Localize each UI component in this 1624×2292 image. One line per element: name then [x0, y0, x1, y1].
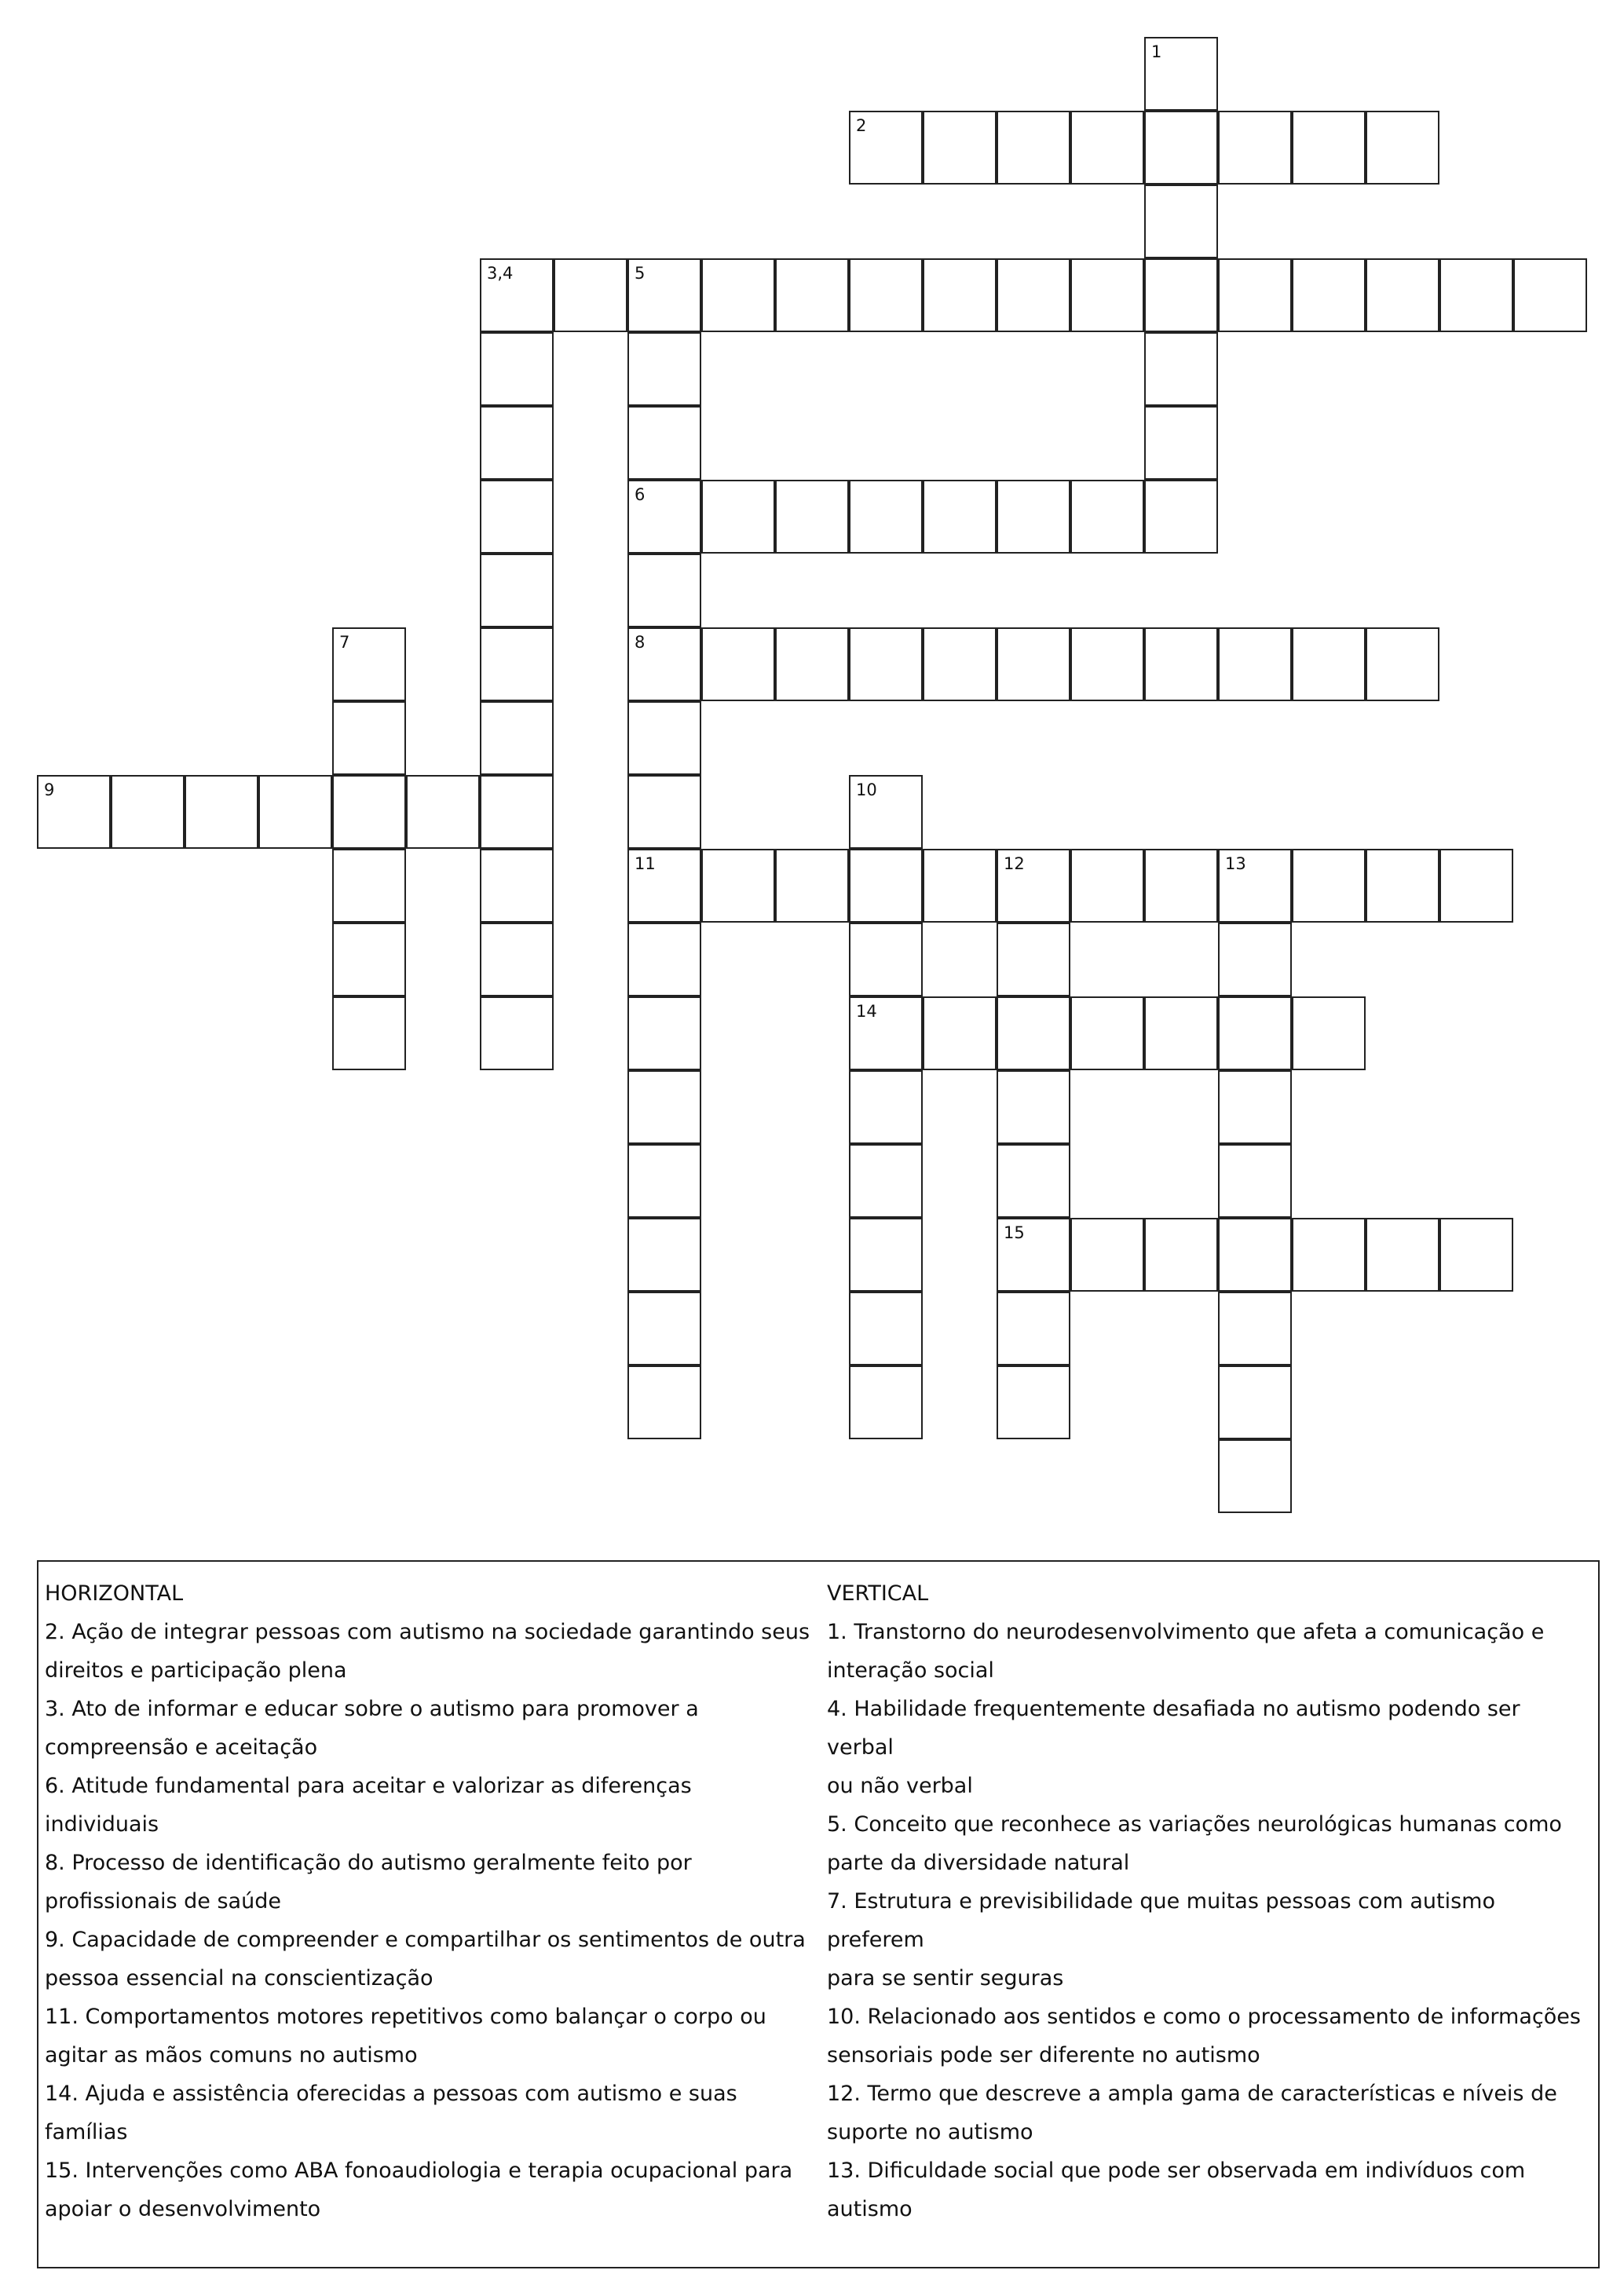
- grid-cell[interactable]: [258, 775, 332, 849]
- grid-cell[interactable]: [406, 775, 480, 849]
- grid-cell[interactable]: [480, 406, 554, 480]
- clue-number: 12: [1004, 854, 1025, 873]
- grid-cell[interactable]: [1439, 258, 1513, 332]
- grid-cell[interactable]: [627, 258, 701, 332]
- grid-cell[interactable]: [1218, 1439, 1292, 1513]
- grid-cell[interactable]: [1218, 1365, 1292, 1439]
- grid-cell[interactable]: [1218, 258, 1292, 332]
- grid-cell[interactable]: [1218, 111, 1292, 185]
- clue-line: 2. Ação de integrar pessoas com autismo na sociedade garantindo seus: [45, 1620, 810, 1644]
- grid-cell[interactable]: [849, 111, 923, 185]
- grid-cell[interactable]: [480, 554, 554, 627]
- grid-cell[interactable]: [480, 775, 554, 849]
- grid-cell[interactable]: [627, 554, 701, 627]
- grid-cell[interactable]: [1513, 258, 1587, 332]
- clue-line: 3. Ato de informar e educar sobre o autismo para promover a: [45, 1697, 699, 1721]
- clue-number: 10: [856, 780, 877, 799]
- grid-cell[interactable]: [701, 849, 775, 923]
- grid-cell[interactable]: [332, 996, 406, 1070]
- grid-cell[interactable]: [849, 627, 923, 701]
- grid-cell[interactable]: [1144, 1218, 1218, 1292]
- grid-cell[interactable]: [37, 775, 111, 849]
- clue-number: 15: [1004, 1223, 1025, 1242]
- grid-cell[interactable]: [332, 849, 406, 923]
- grid-cell[interactable]: [1144, 480, 1218, 554]
- grid-cell[interactable]: [1218, 1292, 1292, 1365]
- clue-line: 9. Capacidade de compreender e compartilhar os sentimentos de outra: [45, 1928, 806, 1952]
- clue-line: 7. Estrutura e previsibilidade que muitas pessoas com autismo preferem: [827, 1889, 1495, 1952]
- grid-cell[interactable]: [627, 1144, 701, 1218]
- grid-cell[interactable]: [1439, 849, 1513, 923]
- grid-cell[interactable]: [849, 849, 923, 923]
- grid-cell[interactable]: [627, 332, 701, 406]
- clue-number: 7: [339, 633, 350, 652]
- clue-line: suporte no autismo: [827, 2120, 1033, 2144]
- grid-cell[interactable]: [1366, 627, 1439, 701]
- clue-line: individuais: [45, 1812, 159, 1837]
- vertical-clues: [827, 1574, 1593, 2228]
- grid-cell[interactable]: [1366, 258, 1439, 332]
- grid-cell[interactable]: [554, 258, 627, 332]
- clue-line: 11. Comportamentos motores repetitivos como balançar o corpo ou: [45, 2005, 766, 2029]
- clue-line: apoiar o desenvolvimento: [45, 2197, 321, 2221]
- grid-cell[interactable]: [997, 1365, 1070, 1439]
- grid-cell[interactable]: [1218, 849, 1292, 923]
- grid-cell[interactable]: [111, 775, 185, 849]
- grid-cell[interactable]: [1070, 996, 1144, 1070]
- clue-number: 11: [635, 854, 656, 873]
- grid-cell[interactable]: [849, 996, 923, 1070]
- clue-number: 1: [1151, 42, 1162, 61]
- grid-cell[interactable]: [627, 1292, 701, 1365]
- grid-cell[interactable]: [775, 627, 849, 701]
- clue-line: ou não verbal: [827, 1774, 973, 1798]
- grid-cell[interactable]: [701, 627, 775, 701]
- grid-cell[interactable]: [627, 775, 701, 849]
- grid-cell[interactable]: [1070, 1218, 1144, 1292]
- grid-cell[interactable]: [627, 406, 701, 480]
- grid-cell[interactable]: [775, 480, 849, 554]
- grid-cell[interactable]: [480, 258, 554, 332]
- grid-cell[interactable]: [849, 1144, 923, 1218]
- grid-cell[interactable]: [627, 923, 701, 996]
- clue-line: pessoa essencial na conscientização: [45, 1966, 433, 1990]
- clue-line: sensoriais pode ser diferente no autismo: [827, 2043, 1260, 2067]
- clue-line: 5. Conceito que reconhece as variações neurológicas humanas como: [827, 1812, 1562, 1837]
- grid-cell[interactable]: [775, 258, 849, 332]
- grid-cell[interactable]: [1292, 1218, 1366, 1292]
- grid-cell[interactable]: [1144, 627, 1218, 701]
- grid-cell[interactable]: [1070, 111, 1144, 185]
- grid-cell[interactable]: [1070, 258, 1144, 332]
- grid-cell[interactable]: [1144, 332, 1218, 406]
- clue-line: compreensão e aceitação: [45, 1735, 318, 1760]
- grid-cell[interactable]: [997, 1144, 1070, 1218]
- grid-cell[interactable]: [1218, 627, 1292, 701]
- grid-cell[interactable]: [627, 701, 701, 775]
- grid-cell[interactable]: [923, 480, 997, 554]
- clue-line: interação social: [827, 1658, 994, 1683]
- grid-cell[interactable]: [997, 1070, 1070, 1144]
- grid-cell[interactable]: [332, 923, 406, 996]
- clues-box: [37, 1560, 1600, 2268]
- clue-line: 1. Transtorno do neurodesenvolvimento que afeta a comunicação e: [827, 1620, 1545, 1644]
- grid-cell[interactable]: [1218, 1218, 1292, 1292]
- clue-line: para se sentir seguras: [827, 1966, 1064, 1990]
- grid-cell[interactable]: [1292, 111, 1366, 185]
- grid-cell[interactable]: [332, 775, 406, 849]
- grid-cell[interactable]: [1218, 1070, 1292, 1144]
- grid-cell[interactable]: [701, 480, 775, 554]
- clue-line: 8. Processo de identificação do autismo geralmente feito por: [45, 1851, 692, 1875]
- grid-cell[interactable]: [480, 480, 554, 554]
- grid-cell[interactable]: [849, 480, 923, 554]
- grid-cell[interactable]: [480, 332, 554, 406]
- clue-line: famílias: [45, 2120, 128, 2144]
- grid-cell[interactable]: [997, 627, 1070, 701]
- grid-cell[interactable]: [849, 923, 923, 996]
- grid-cell[interactable]: [332, 701, 406, 775]
- grid-cell[interactable]: [185, 775, 258, 849]
- grid-cell[interactable]: [1366, 1218, 1439, 1292]
- clue-line: 6. Atitude fundamental para aceitar e valorizar as diferenças: [45, 1774, 692, 1798]
- clue-number: 14: [856, 1002, 877, 1021]
- grid-cell[interactable]: [997, 1218, 1070, 1292]
- clue-number: 13: [1225, 854, 1246, 873]
- grid-cell[interactable]: [627, 1365, 701, 1439]
- grid-cell[interactable]: [1292, 996, 1366, 1070]
- grid-cell[interactable]: [627, 1070, 701, 1144]
- grid-cell[interactable]: [480, 701, 554, 775]
- grid-cell[interactable]: [480, 627, 554, 701]
- grid-cell[interactable]: [997, 849, 1070, 923]
- clue-number: 6: [635, 485, 646, 504]
- clue-line: 10. Relacionado aos sentidos e como o processamento de informações: [827, 2005, 1581, 2029]
- grid-cell[interactable]: [1070, 480, 1144, 554]
- grid-cell[interactable]: [627, 1218, 701, 1292]
- grid-cell[interactable]: [1144, 849, 1218, 923]
- grid-cell[interactable]: [923, 996, 997, 1070]
- grid-cell[interactable]: [923, 111, 997, 185]
- grid-cell[interactable]: [1292, 627, 1366, 701]
- clue-line: 4. Habilidade frequentemente desafiada no autismo podendo ser verbal: [827, 1697, 1520, 1760]
- grid-cell[interactable]: [849, 258, 923, 332]
- grid-cell[interactable]: [627, 849, 701, 923]
- clue-line: agitar as mãos comuns no autismo: [45, 2043, 418, 2067]
- grid-cell[interactable]: [701, 258, 775, 332]
- grid-cell[interactable]: [997, 923, 1070, 996]
- grid-cell[interactable]: [332, 627, 406, 701]
- grid-cell[interactable]: [627, 996, 701, 1070]
- grid-cell[interactable]: [1366, 111, 1439, 185]
- clue-line: direitos e participação plena: [45, 1658, 347, 1683]
- grid-cell[interactable]: [1292, 258, 1366, 332]
- clue-number: 8: [635, 633, 646, 652]
- horizontal-heading: HORIZONTAL: [45, 1581, 184, 1606]
- grid-cell[interactable]: [1144, 258, 1218, 332]
- clue-line: 15. Intervenções como ABA fonoaudiologia e terapia ocupacional para: [45, 2159, 793, 2183]
- grid-cell[interactable]: [849, 775, 923, 849]
- grid-cell[interactable]: [480, 849, 554, 923]
- grid-cell[interactable]: [1144, 111, 1218, 185]
- clue-line: profissionais de saúde: [45, 1889, 281, 1914]
- grid-cell[interactable]: [1439, 1218, 1513, 1292]
- grid-cell[interactable]: [1144, 406, 1218, 480]
- grid-cell[interactable]: [1366, 849, 1439, 923]
- grid-cell[interactable]: [1144, 37, 1218, 111]
- grid-cell[interactable]: [1144, 996, 1218, 1070]
- grid-cell[interactable]: [1218, 1144, 1292, 1218]
- grid-cell[interactable]: [1292, 849, 1366, 923]
- grid-cell[interactable]: [775, 849, 849, 923]
- grid-cell[interactable]: [627, 480, 701, 554]
- grid-cell[interactable]: [997, 1292, 1070, 1365]
- grid-cell[interactable]: [849, 1365, 923, 1439]
- grid-cell[interactable]: [849, 1070, 923, 1144]
- clue-line: parte da diversidade natural: [827, 1851, 1130, 1875]
- grid-cell[interactable]: [997, 111, 1070, 185]
- clue-line: autismo: [827, 2197, 913, 2221]
- grid-cell[interactable]: [997, 480, 1070, 554]
- clue-line: 13. Dificuldade social que pode ser observada em indivíduos com: [827, 2159, 1526, 2183]
- grid-cell[interactable]: [480, 923, 554, 996]
- clue-number: 3,4: [487, 264, 514, 283]
- clue-number: 2: [856, 116, 867, 135]
- grid-cell[interactable]: [480, 996, 554, 1070]
- grid-cell[interactable]: [1070, 849, 1144, 923]
- clue-number: 9: [44, 780, 55, 799]
- grid-cell[interactable]: [923, 627, 997, 701]
- grid-cell[interactable]: [1218, 996, 1292, 1070]
- grid-cell[interactable]: [627, 627, 701, 701]
- grid-cell[interactable]: [1218, 923, 1292, 996]
- grid-cell[interactable]: [849, 1292, 923, 1365]
- grid-cell[interactable]: [1144, 185, 1218, 258]
- vertical-heading: VERTICAL: [827, 1581, 929, 1606]
- grid-cell[interactable]: [849, 1218, 923, 1292]
- grid-cell[interactable]: [923, 849, 997, 923]
- grid-cell[interactable]: [1070, 627, 1144, 701]
- horizontal-clues: [45, 1574, 822, 2228]
- grid-cell[interactable]: [997, 996, 1070, 1070]
- clue-line: 14. Ajuda e assistência oferecidas a pessoas com autismo e suas: [45, 2082, 737, 2106]
- clue-line: 12. Termo que descreve a ampla gama de características e níveis de: [827, 2082, 1557, 2106]
- clue-number: 5: [635, 264, 646, 283]
- grid-cell[interactable]: [997, 258, 1070, 332]
- grid-cell[interactable]: [923, 258, 997, 332]
